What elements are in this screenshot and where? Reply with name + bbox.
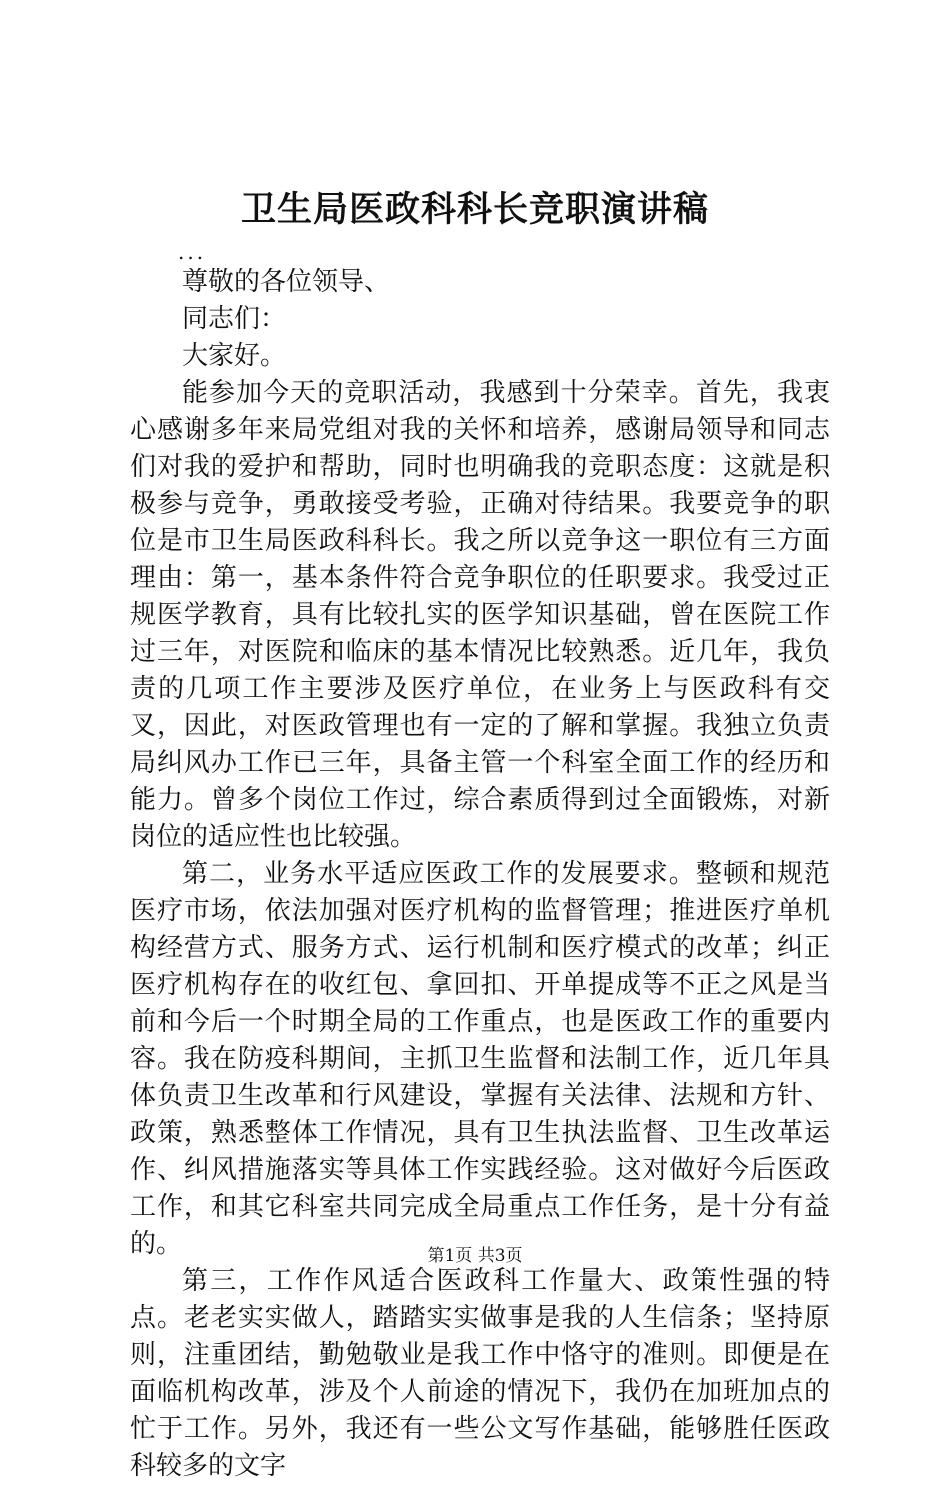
page-footer: 第1页 共3页	[427, 1246, 523, 1266]
body-paragraph: 第二，业务水平适应医政工作的发展要求。整顿和规范医疗市场，依法加强对医疗机构的监督管理；推进医疗单机构经营方式、服务方式、运行机制和医疗模式的改革；纠正医疗机构存在的收红包、拿回扣、开单提成等不正之风是当前和今后一个时期全局的工作重点，也是医政工作的重要内容。我在防疫科期间，主抓卫生监督和法制工作，近几年具体负责卫生改革和行风建设，掌握有关法律、法规和方针、政策，熟悉整体工作情况，具有卫生执法监督、卫生改革运作、纠风措施落实等具体工作实践经验。这对做好今后医政工作，和其它科室共同完成全局重点工作任务，是十分有益的。	[130, 859, 830, 1259]
ellipsis-marker: ...	[178, 240, 207, 264]
greeting-line: 大家好。	[182, 341, 287, 371]
document-title: 卫生局医政科科长竞职演讲稿	[240, 189, 709, 230]
salutation-line: 同志们：	[182, 304, 287, 334]
salutation-line: 尊敬的各位领导、	[182, 267, 391, 297]
document-body	[130, 264, 830, 1485]
body-paragraph: 能参加今天的竞职活动，我感到十分荣幸。首先，我衷心感谢多年来局党组对我的关怀和培养，感谢局领导和同志们对我的爱护和帮助，同时也明确我的竞职态度：这就是积极参与竞争，勇敢接受考验，正确对待结果。我要竞争的职位是市卫生局医政科科长。我之所以竞争这一职位有三方面理由：第一，基本条件符合竞争职位的任职要求。我受过正规医学教育，具有比较扎实的医学知识基础，曾在医院工作过三年，对医院和临床的基本情况比较熟悉。近几年，我负责的几项工作主要涉及医疗单位，在业务上与医政科有交叉，因此，对医政管理也有一定的了解和掌握。我独立负责局纠风办工作已三年，具备主管一个科室全面工作的经历和能力。曾多个岗位工作过，综合素质得到过全面锻炼，对新岗位的适应性也比较强。	[130, 378, 830, 852]
body-paragraph: 第三，工作作风适合医政科工作量大、政策性强的特点。老老实实做人，踏踏实实做事是我的人生信条；坚持原则，注重团结，勤勉敬业是我工作中恪守的准则。即便是在面临机构改革，涉及个人前途的情况下，我仍在加班加点的忙于工作。另外，我还有一些公文写作基础，能够胜任医政科较多的文字	[130, 1266, 830, 1481]
